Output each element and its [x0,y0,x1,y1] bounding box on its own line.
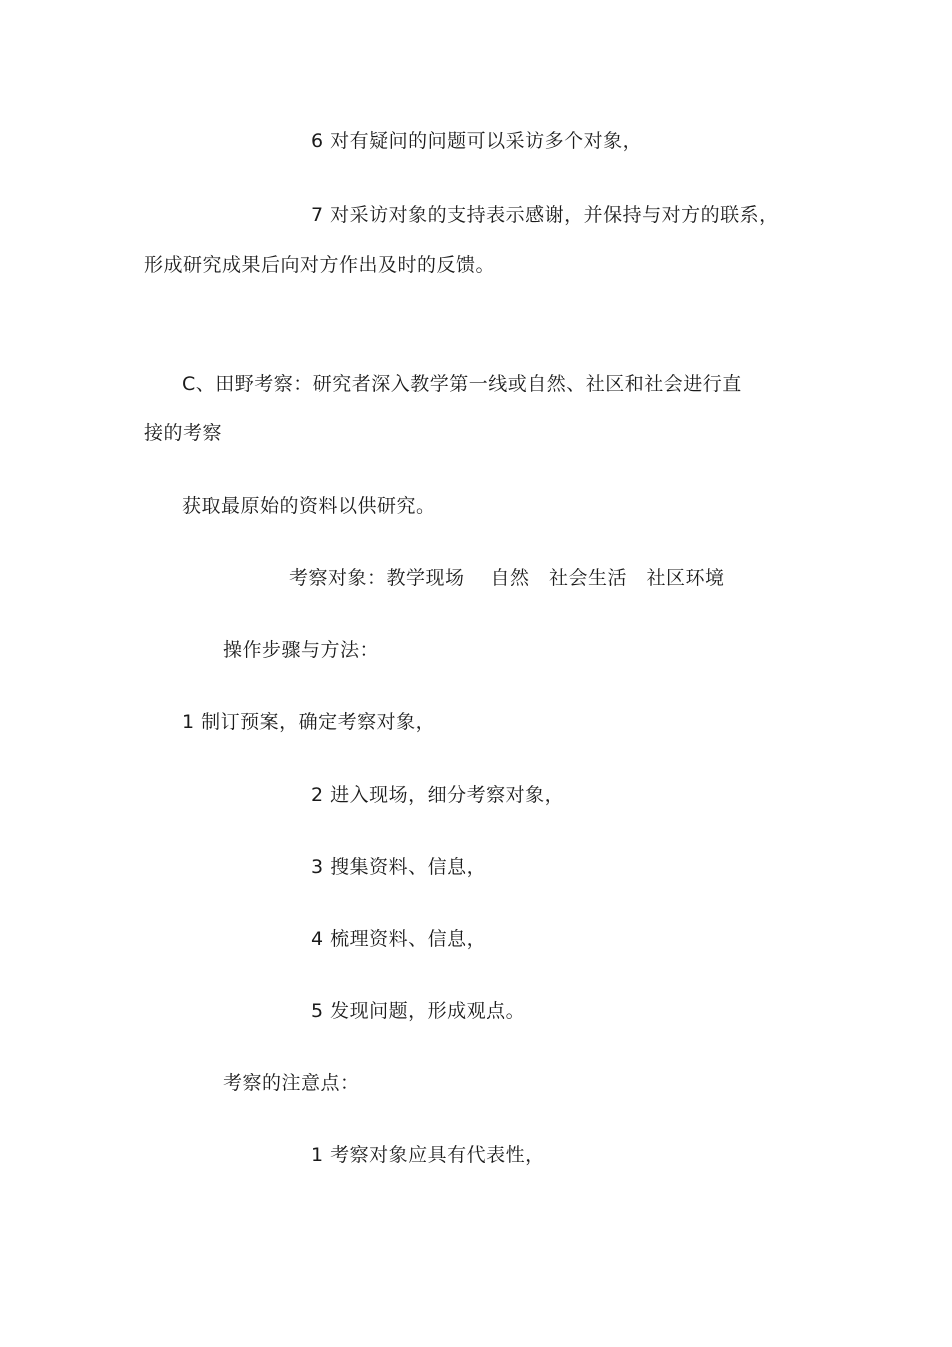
step-4: 4 梳理资料、信息， [311,928,487,950]
field-study-purpose: 获取最原始的资料以供研究。 [182,495,436,517]
field-study-heading: C、田野考察：研究者深入教学第一线或自然、社区和社会进行直 [182,373,742,395]
step-2: 2 进入现场，细分考察对象， [311,784,565,806]
field-study-heading-continued: 接的考察 [144,422,223,444]
step-1: 1 制订预案，确定考察对象， [182,711,436,733]
steps-heading: 操作步骤与方法： [223,639,380,661]
step-3: 3 搜集资料、信息， [311,856,487,878]
interview-note-7: 7 对采访对象的支持表示感谢，并保持与对方的联系， [311,204,779,226]
note-1: 1 考察对象应具有代表性， [311,1144,545,1166]
notes-heading: 考察的注意点： [223,1072,360,1094]
step-5: 5 发现问题，形成观点。 [311,1000,526,1022]
interview-note-6: 6 对有疑问的问题可以采访多个对象， [311,130,643,152]
interview-note-7-continued: 形成研究成果后向对方作出及时的反馈。 [144,254,496,276]
field-study-objects: 考察对象：教学现场 自然 社会生活 社区环境 [289,567,725,589]
